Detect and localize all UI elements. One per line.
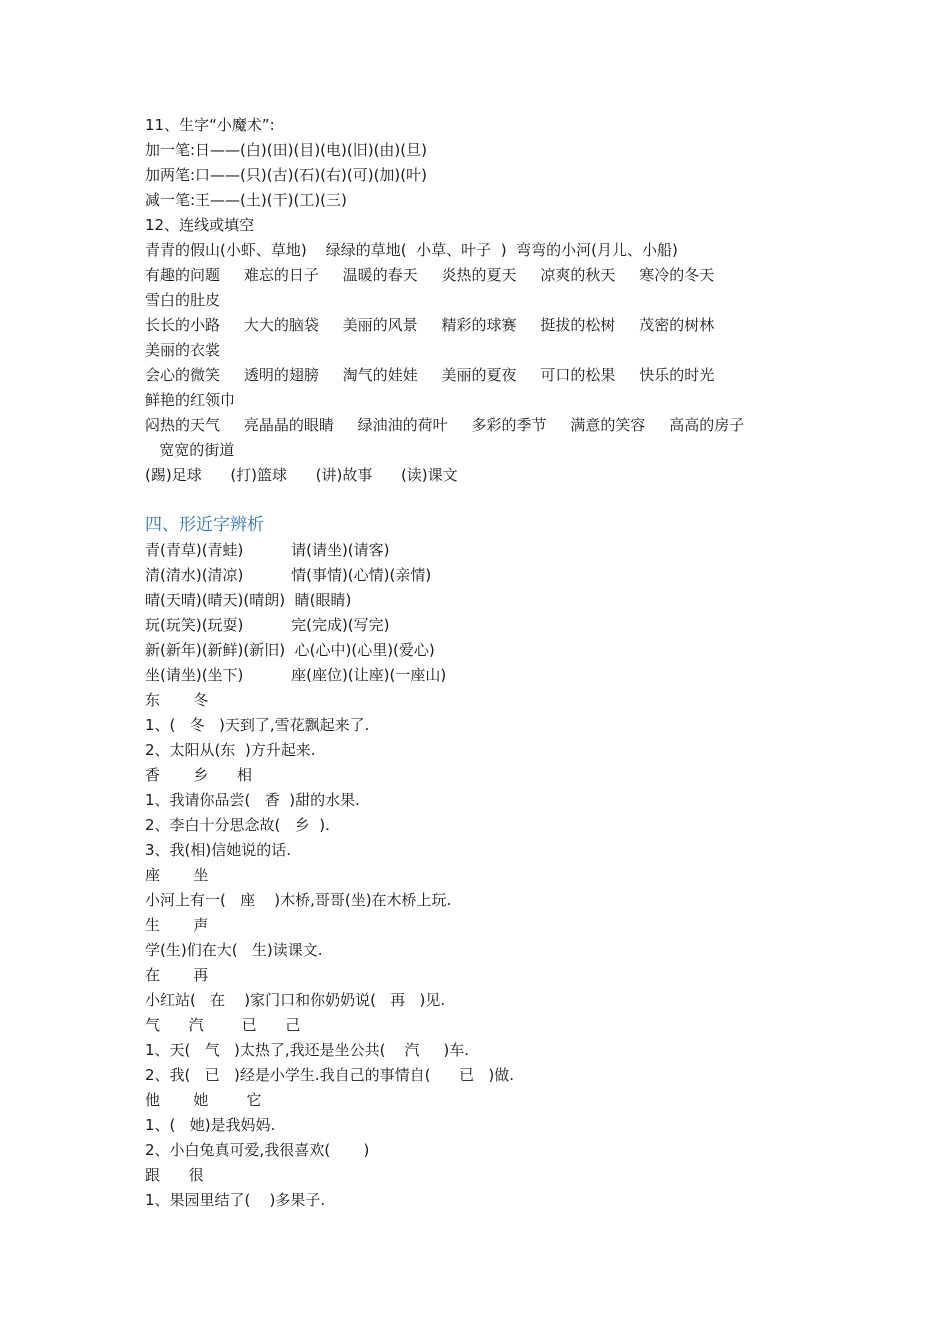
text-line: 雪白的肚皮 (145, 291, 221, 309)
text-line: 在 再 (145, 966, 209, 984)
text-line: 生 声 (145, 916, 209, 934)
text-line: 1、( 冬 )天到了,雪花飘起来了. (145, 716, 370, 734)
text-line: 1、天( 气 )太热了,我还是坐公共( 汽 )车. (145, 1041, 470, 1059)
text-line: 1、( 她)是我妈妈. (145, 1116, 276, 1134)
text-line: 青(青草)(青蛙) 请(请坐)(请客) (145, 541, 390, 559)
text-line: 长长的小路 大大的脑袋 美丽的风景 精彩的球赛 挺拔的松树 茂密的树林 (145, 316, 715, 334)
top-section (145, 113, 835, 488)
text-line: 新(新年)(新鲜)(新旧) 心(心中)(心里)(爱心) (145, 641, 435, 659)
text-line: 跟 很 (145, 1166, 204, 1184)
section-heading: 四、形近字辨析 (145, 515, 264, 535)
text-line: 青青的假山(小虾、草地) 绿绿的草地( 小草、叶子 ) 弯弯的小河(月儿、小船) (145, 241, 678, 259)
text-line: 学(生)们在大( 生)读课文. (145, 941, 323, 959)
text-line: 东 冬 (145, 691, 209, 709)
text-line: 宽宽的街道 (145, 441, 235, 459)
text-line: 座 坐 (145, 866, 209, 884)
blank-line (145, 488, 835, 513)
text-line: 清(清水)(清凉) 情(事情)(心情)(亲情) (145, 566, 432, 584)
text-line: 12、连线或填空 (145, 216, 255, 234)
text-line: (踢)足球 (打)篮球 (讲)故事 (读)课文 (145, 466, 458, 484)
text-line: 加两笔:口——(只)(古)(石)(右)(可)(加)(叶) (145, 166, 427, 184)
text-line: 小河上有一( 座 )木桥,哥哥(坐)在木桥上玩. (145, 891, 452, 909)
text-line: 有趣的问题 难忘的日子 温暖的春天 炎热的夏天 凉爽的秋天 寒冷的冬天 (145, 266, 715, 284)
text-line: 坐(请坐)(坐下) 座(座位)(让座)(一座山) (145, 666, 447, 684)
text-line: 2、李白十分思念故( 乡 ). (145, 816, 330, 834)
text-line: 3、我(相)信她说的话. (145, 841, 292, 859)
text-line: 减一笔:王——(土)(干)(工)(三) (145, 191, 347, 209)
text-line: 11、生字“小魔术”: (145, 116, 275, 134)
text-line: 香 乡 相 (145, 766, 252, 784)
text-line: 鲜艳的红领巾 (145, 391, 236, 409)
text-line: 1、果园里结了( )多果子. (145, 1191, 326, 1209)
text-line: 小红站( 在 )家门口和你奶奶说( 再 )见. (145, 991, 446, 1009)
text-line: 气 汽 已 己 (145, 1016, 301, 1034)
text-line: 晴(天晴)(晴天)(晴朗) 睛(眼睛) (145, 591, 352, 609)
text-line: 美丽的衣裳 (145, 341, 221, 359)
text-line: 玩(玩笑)(玩耍) 完(完成)(写完) (145, 616, 390, 634)
text-line: 2、小白兔真可爱,我很喜欢( ) (145, 1141, 370, 1159)
bottom-section (145, 538, 835, 1213)
text-line: 2、我( 已 )经是小学生.我自己的事情自( 已 )做. (145, 1066, 515, 1084)
text-line: 1、我请你品尝( 香 )甜的水果. (145, 791, 360, 809)
text-line: 闷热的天气 亮晶晶的眼睛 绿油油的荷叶 多彩的季节 满意的笑容 高高的房子 (145, 416, 745, 434)
document-page (145, 113, 835, 1213)
text-line: 2、太阳从(东 )方升起来. (145, 741, 316, 759)
text-line: 他 她 它 (145, 1091, 262, 1109)
text-line: 会心的微笑 透明的翅膀 淘气的娃娃 美丽的夏夜 可口的松果 快乐的时光 (145, 366, 715, 384)
text-line: 加一笔:日——(白)(田)(目)(电)(旧)(由)(旦) (145, 141, 427, 159)
